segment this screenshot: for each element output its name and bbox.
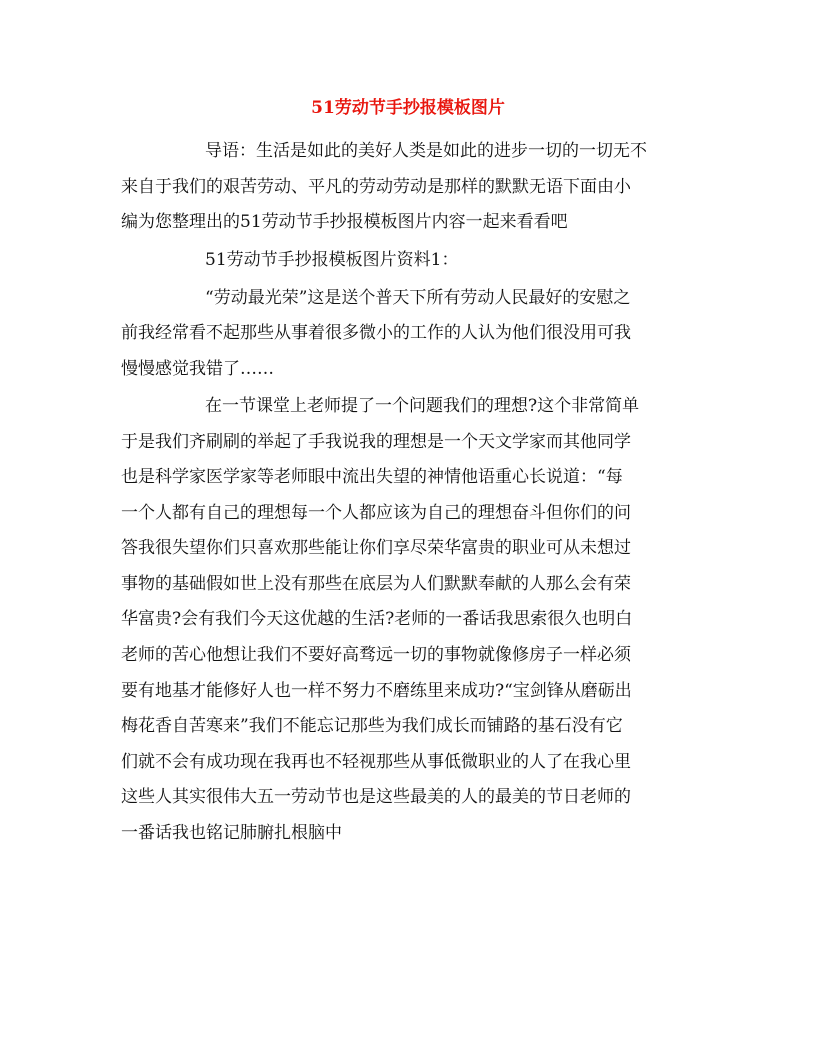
paragraph-1-line-3: 慢慢感觉我错了…… [121,359,274,379]
paragraph-2-line-4: 一个人都有自己的理想每一个人都应该为自己的理想奋斗但你们的问 [121,503,631,523]
paragraph-2-line-5: 答我很失望你们只喜欢那些能让你们享尽荣华富贵的职业可从未想过 [121,538,631,558]
paragraph-1-line-1: “劳动最光荣”这是送个普天下所有劳动人民最好的安慰之 [205,288,631,308]
paragraph-2-line-2: 于是我们齐刷刷的举起了手我说我的理想是一个天文学家而其他同学 [121,432,631,452]
paragraph-2-line-7: 华富贵?会有我们今天这优越的生活?老师的一番话我思索很久也明白 [121,609,633,629]
paragraph-2-line-1: 在一节课堂上老师提了一个问题我们的理想?这个非常简单 [205,396,640,416]
document-title: 51劳动节手抄报模板图片 [311,98,505,118]
intro-line-2: 来自于我们的艰苦劳动、平凡的劳动劳动是那样的默默无语下面由小 [121,177,631,197]
paragraph-2-line-12: 这些人其实很伟大五一劳动节也是这些最美的人的最美的节日老师的 [121,787,631,807]
intro-line-1: 导语：生活是如此的美好人类是如此的进步一切的一切无不 [205,141,647,161]
paragraph-2-line-13: 一番话我也铭记肺腑扎根脑中 [121,823,342,843]
section-heading: 51劳动节手抄报模板图片资料1： [205,250,459,270]
paragraph-2-line-11: 们就不会有成功现在我再也不轻视那些从事低微职业的人了在我心里 [121,752,631,772]
paragraph-2-line-8: 老师的苦心他想让我们不要好高骛远一切的事物就像修房子一样必须 [121,645,631,665]
paragraph-2-line-10: 梅花香自苦寒来”我们不能忘记那些为我们成长而铺路的基石没有它 [121,716,623,736]
paragraph-1-line-2: 前我经常看不起那些从事着很多微小的工作的人认为他们很没用可我 [121,323,631,343]
paragraph-2-line-6: 事物的基础假如世上没有那些在底层为人们默默奉献的人那么会有荣 [121,574,631,594]
paragraph-2-line-3: 也是科学家医学家等老师眼中流出失望的神情他语重心长说道：“每 [121,467,623,487]
paragraph-2-line-9: 要有地基才能修好人也一样不努力不磨练里来成功?“宝剑锋从磨砺出 [121,681,632,701]
intro-line-3: 编为您整理出的51劳动节手抄报模板图片内容一起来看看吧 [121,212,568,232]
